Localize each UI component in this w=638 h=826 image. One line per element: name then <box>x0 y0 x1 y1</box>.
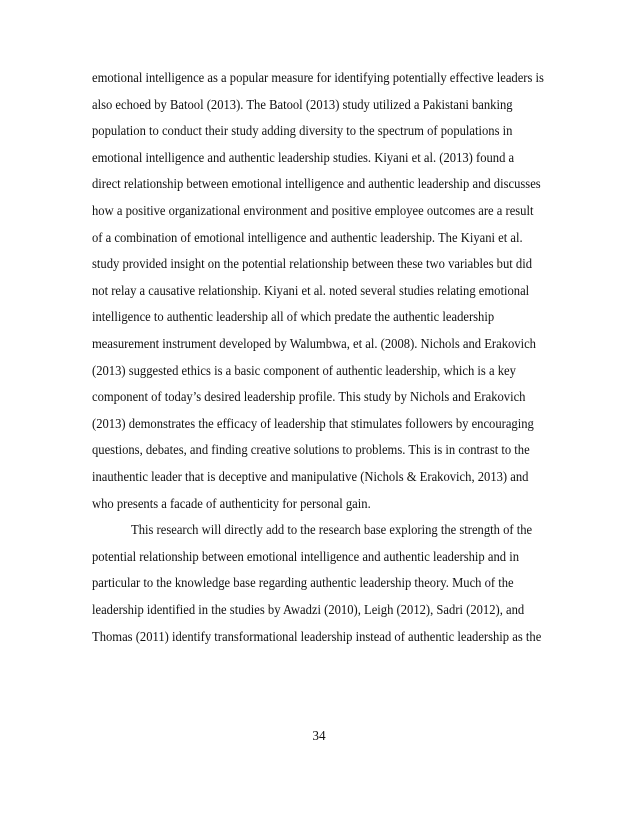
text-line: leadership identified in the studies by Awadzi (2010), Leigh (2012), Sadri (2012), and <box>92 602 525 617</box>
text-line: component of today’s desired leadership profile. This study by Nichols and Erakovich <box>92 389 526 405</box>
text-line: how a positive organizational environment and positive employee outcomes are a result <box>92 203 534 218</box>
text-line: study provided insight on the potential relationship between these two variables but did <box>92 256 533 272</box>
text-line: not relay a causative relationship. Kiyani et al. noted several studies relating emotional <box>92 282 530 298</box>
text-line: also echoed by Batool (2013). The Batool (2013) study utilized a Pakistani banking <box>92 96 513 112</box>
text-line: particular to the knowledge base regarding authentic leadership theory. Much of the <box>92 575 514 591</box>
text-line: Thomas (2011) identify transformational leadership instead of authentic leadership as the <box>92 628 542 644</box>
text-line: measurement instrument developed by Walumbwa, et al. (2008). Nichols and Erakovich <box>92 336 536 351</box>
text-line: This research will directly add to the research base exploring the strength of the <box>131 522 533 538</box>
text-line: of a combination of emotional intelligence and authentic leadership. The Kiyani et al. <box>92 229 523 245</box>
text-line: intelligence to authentic leadership all of which predate the authentic leadership <box>92 309 495 325</box>
text-line: inauthentic leader that is deceptive and manipulative (Nichols & Erakovich, 2013) and <box>92 469 529 484</box>
text-line: population to conduct their study adding diversity to the spectrum of populations in <box>92 123 513 139</box>
page-number: 34 <box>312 728 326 743</box>
text-line: questions, debates, and finding creative solutions to problems. This is in contrast to the <box>92 442 530 458</box>
text-line: emotional intelligence as a popular measure for identifying potentially effective leaders is <box>92 70 544 85</box>
text-line: direct relationship between emotional intelligence and authentic leadership and discusses <box>92 176 541 192</box>
text-line: potential relationship between emotional intelligence and authentic leadership and in <box>92 548 520 564</box>
text-line: (2013) demonstrates the efficacy of leadership that stimulates followers by encouraging <box>92 415 534 431</box>
text-line: (2013) suggested ethics is a basic component of authentic leadership, which is a key <box>92 362 516 378</box>
text-line: emotional intelligence and authentic leadership studies. Kiyani et al. (2013) found a <box>92 149 515 165</box>
text-line: who presents a facade of authenticity for personal gain. <box>92 495 371 511</box>
